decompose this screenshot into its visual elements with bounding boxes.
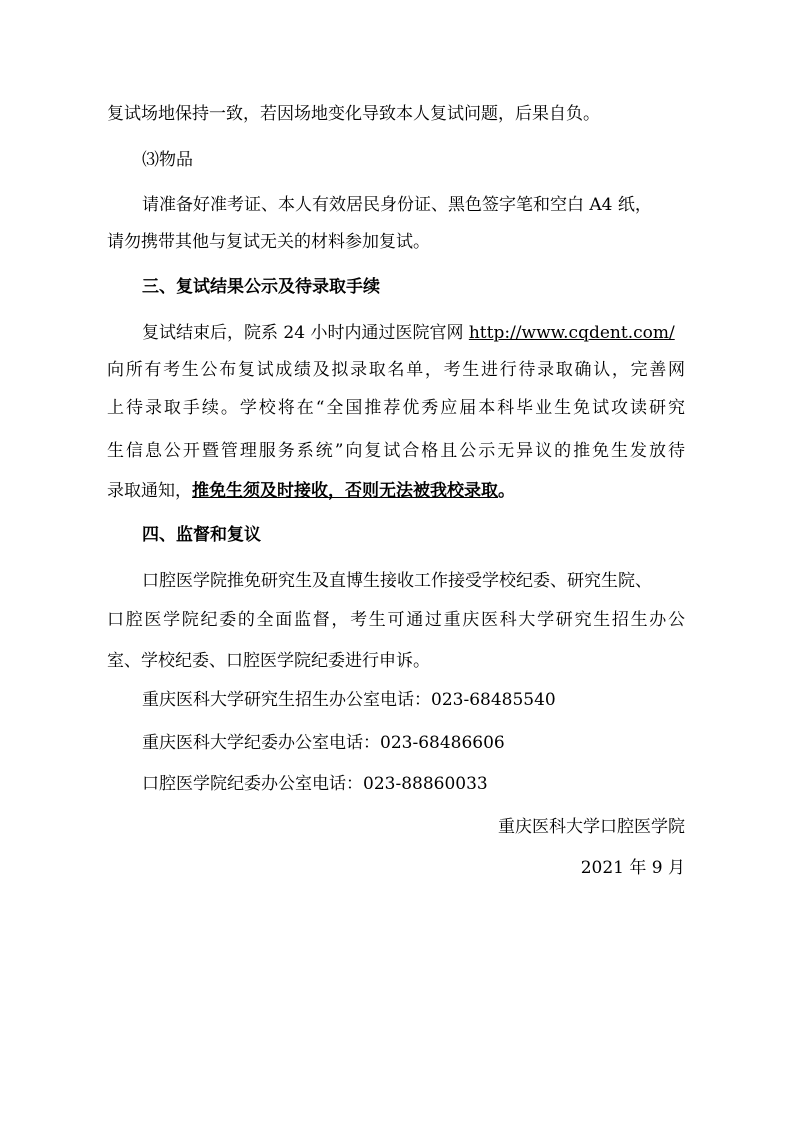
section-heading: 四、监督和复议 <box>142 525 261 545</box>
paragraph-line: 上待录取手续。学校将在“全国推荐优秀应届本科毕业生免试攻读研究 <box>107 398 685 418</box>
paragraph-line: 复试场地保持一致，若因场地变化导致本人复试问题，后果自负。 <box>107 104 600 124</box>
contact-phone: 口腔医学院纪委办公室电话：023-88860033 <box>142 774 488 794</box>
date: 2021 年 9 月 <box>580 858 685 878</box>
paragraph-line <box>107 479 515 503</box>
paragraph-line <box>142 321 675 345</box>
item-title: ⑶物品 <box>142 150 193 170</box>
paragraph-line: 生信息公开暨管理服务系统”向复试合格且公示无异议的推免生发放待 <box>107 441 685 461</box>
paragraph-text: 复试结束后，院系 24 小时内通过医院官网 <box>142 323 469 343</box>
section-heading: 三、复试结果公示及待录取手续 <box>142 277 380 297</box>
emphasis-text: 推免生须及时接收，否则无法被我校录取 <box>192 481 498 501</box>
paragraph-text: 。 <box>498 481 515 501</box>
paragraph-line: 口腔医学院纪委的全面监督，考生可通过重庆医科大学研究生招生办公 <box>107 610 685 630</box>
paragraph-line: 请勿携带其他与复试无关的材料参加复试。 <box>107 232 430 252</box>
hospital-website-link[interactable]: http://www.cqdent.com/ <box>468 323 675 343</box>
paragraph-text: 录取通知， <box>107 481 192 501</box>
paragraph-line: 室、学校纪委、口腔医学院纪委进行申诉。 <box>107 651 430 671</box>
signature: 重庆医科大学口腔医学院 <box>498 817 685 837</box>
paragraph-line: 口腔医学院推免研究生及直博生接收工作接受学校纪委、研究生院、 <box>142 571 652 591</box>
contact-phone: 重庆医科大学研究生招生办公室电话：023-68485540 <box>142 690 556 710</box>
paragraph-line: 向所有考生公布复试成绩及拟录取名单，考生进行待录取确认，完善网 <box>107 360 685 380</box>
contact-phone: 重庆医科大学纪委办公室电话：023-68486606 <box>142 733 505 753</box>
paragraph-line: 请准备好准考证、本人有效居民身份证、黑色签字笔和空白 A4 纸， <box>142 195 652 215</box>
